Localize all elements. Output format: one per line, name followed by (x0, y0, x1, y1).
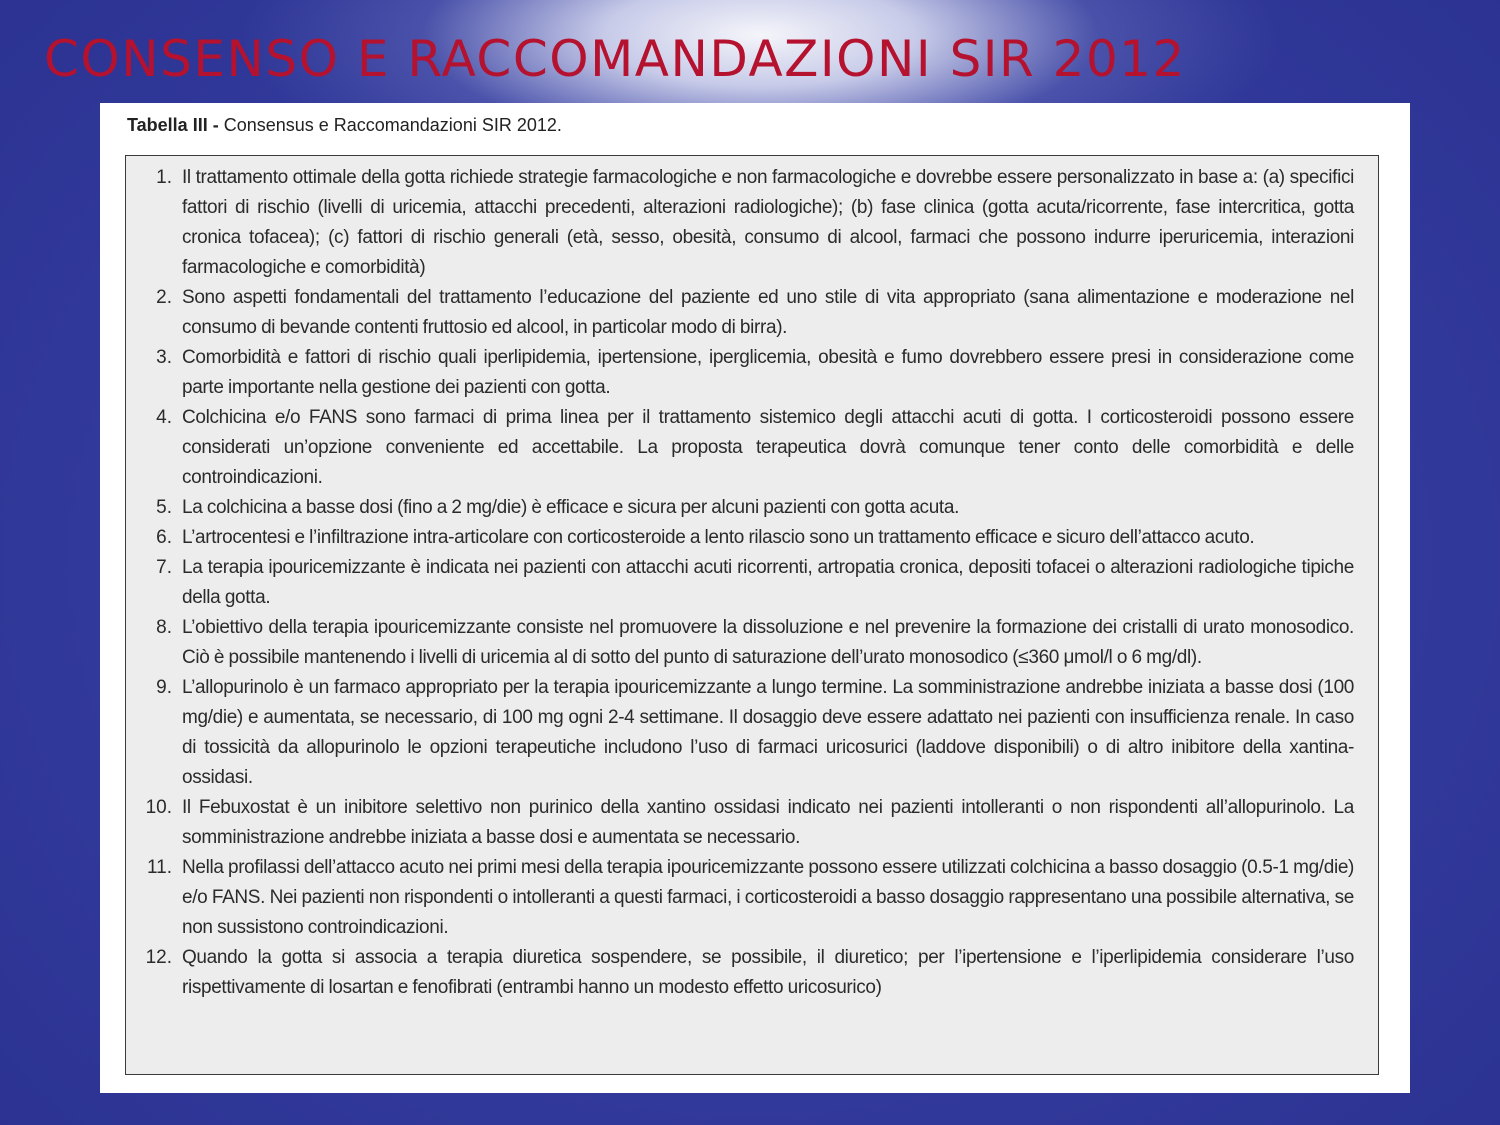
recommendation-item (126, 553, 1354, 613)
recommendation-text: L’obiettivo della terapia ipouricemizzante consiste nel promuovere la dissoluzione e nel prevenire la formazione dei cristalli di urato monosodico. Ciò è possibile mantenendo i livelli di uricemia al di sotto del punto di saturazione dell’urato monosodico (≤360 μmol/l o 6 mg/dl). (182, 617, 1354, 668)
table-caption (127, 115, 562, 136)
recommendation-item (126, 493, 1354, 523)
recommendation-text: Comorbidità e fattori di rischio quali iperlipidemia, ipertensione, iperglicemia, obesità e fumo dovrebbero essere presi in considerazione come parte importante nella gestione dei pazienti con gotta. (182, 347, 1354, 398)
table-image-panel (100, 103, 1410, 1093)
recommendation-number: 3. (156, 347, 172, 368)
recommendation-item (126, 523, 1354, 553)
recommendation-number: 7. (156, 557, 172, 578)
recommendation-item (126, 943, 1354, 1003)
recommendation-item (126, 793, 1354, 853)
recommendation-item (126, 673, 1354, 793)
recommendations-list (126, 156, 1378, 1003)
recommendation-number: 11. (146, 857, 172, 878)
recommendations-table (125, 155, 1379, 1075)
recommendation-item (126, 343, 1354, 403)
recommendation-number: 12. (145, 947, 172, 968)
table-caption-label: Tabella III - (127, 115, 219, 135)
recommendation-item (126, 163, 1354, 283)
table-caption-text: Consensus e Raccomandazioni SIR 2012. (218, 115, 562, 135)
recommendation-item (126, 283, 1354, 343)
recommendation-number: 2. (156, 287, 172, 308)
recommendation-number: 1. (156, 167, 172, 188)
recommendation-text: L’artrocentesi e l’infiltrazione intra-articolare con corticosteroide a lento rilascio sono un trattamento efficace e sicuro dell’attacco acuto. (182, 527, 1255, 548)
recommendation-text: Colchicina e/o FANS sono farmaci di prima linea per il trattamento sistemico degli attacchi acuti di gotta. I corticosteroidi possono essere considerati un’opzione conveniente ed accettabile. La proposta terapeutica dovrà comunque tener conto delle comorbidità e delle controindicazioni. (182, 407, 1354, 488)
recommendation-text: L’allopurinolo è un farmaco appropriato per la terapia ipouricemizzante a lungo termine. La somministrazione andrebbe iniziata a basse dosi (100 mg/die) e aumentata, se necessario, di 100 mg ogni 2-4 settimane. Il dosaggio deve essere adattato nei pazienti con insufficienza renale. In caso di tossicità da allopurinolo le opzioni terapeutiche includono l’uso di farmaci uricosurici (laddove disponibili) o di altro inibitore della xantina-ossidasi. (182, 677, 1354, 788)
slide-title: CONSENSO E RACCOMANDAZIONI SIR 2012 (44, 30, 1186, 88)
recommendation-item (126, 613, 1354, 673)
recommendation-text: Quando la gotta si associa a terapia diuretica sospendere, se possibile, il diuretico; per l’ipertensione e l’iperlipidemia considerare l’uso rispettivamente di losartan e fenofibrati (entrambi hanno un modesto effetto uricosurico) (182, 947, 1354, 998)
recommendation-number: 5. (156, 497, 172, 518)
recommendation-text: Sono aspetti fondamentali del trattamento l’educazione del paziente ed uno stile di vita appropriato (sana alimentazione e moderazione nel consumo di bevande contenti fruttosio ed alcool, in particolar modo di birra). (182, 287, 1354, 338)
recommendation-text: La terapia ipouricemizzante è indicata nei pazienti con attacchi acuti ricorrenti, artropatia cronica, depositi tofacei o alterazioni radiologiche tipiche della gotta. (182, 557, 1354, 608)
recommendation-number: 9. (156, 677, 172, 698)
recommendation-item (126, 853, 1354, 943)
recommendation-number: 6. (156, 527, 172, 548)
recommendation-number: 8. (156, 617, 172, 638)
recommendation-number: 10. (145, 797, 172, 818)
recommendation-text: La colchicina a basse dosi (fino a 2 mg/die) è efficace e sicura per alcuni pazienti con gotta acuta. (182, 497, 960, 518)
recommendation-item (126, 403, 1354, 493)
recommendation-text: Il Febuxostat è un inibitore selettivo non purinico della xantino ossidasi indicato nei pazienti intolleranti o non rispondenti all’allopurinolo. La somministrazione andrebbe iniziata a basse dosi e aumentata se necessario. (182, 797, 1354, 848)
recommendation-number: 4. (156, 407, 172, 428)
recommendation-text: Nella profilassi dell’attacco acuto nei primi mesi della terapia ipouricemizzante possono essere utilizzati colchicina a basso dosaggio (0.5-1 mg/die) e/o FANS. Nei pazienti non rispondenti o intolleranti a questi farmaci, i corticosteroidi a basso dosaggio rappresentano una possibile alternativa, se non sussistono controindicazioni. (182, 857, 1355, 938)
recommendation-text: Il trattamento ottimale della gotta richiede strategie farmacologiche e non farmacologiche e dovrebbe essere personalizzato in base a: (a) specifici fattori di rischio (livelli di uricemia, attacchi precedenti, alterazioni radiologiche); (b) fase clinica (gotta acuta/ricorrente, fase intercritica, gotta cronica tofacea); (c) fattori di rischio generali (età, sesso, obesità, consumo di alcool, farmaci che possono indurre iperuricemia, interazioni farmacologiche e comorbidità) (182, 167, 1354, 278)
